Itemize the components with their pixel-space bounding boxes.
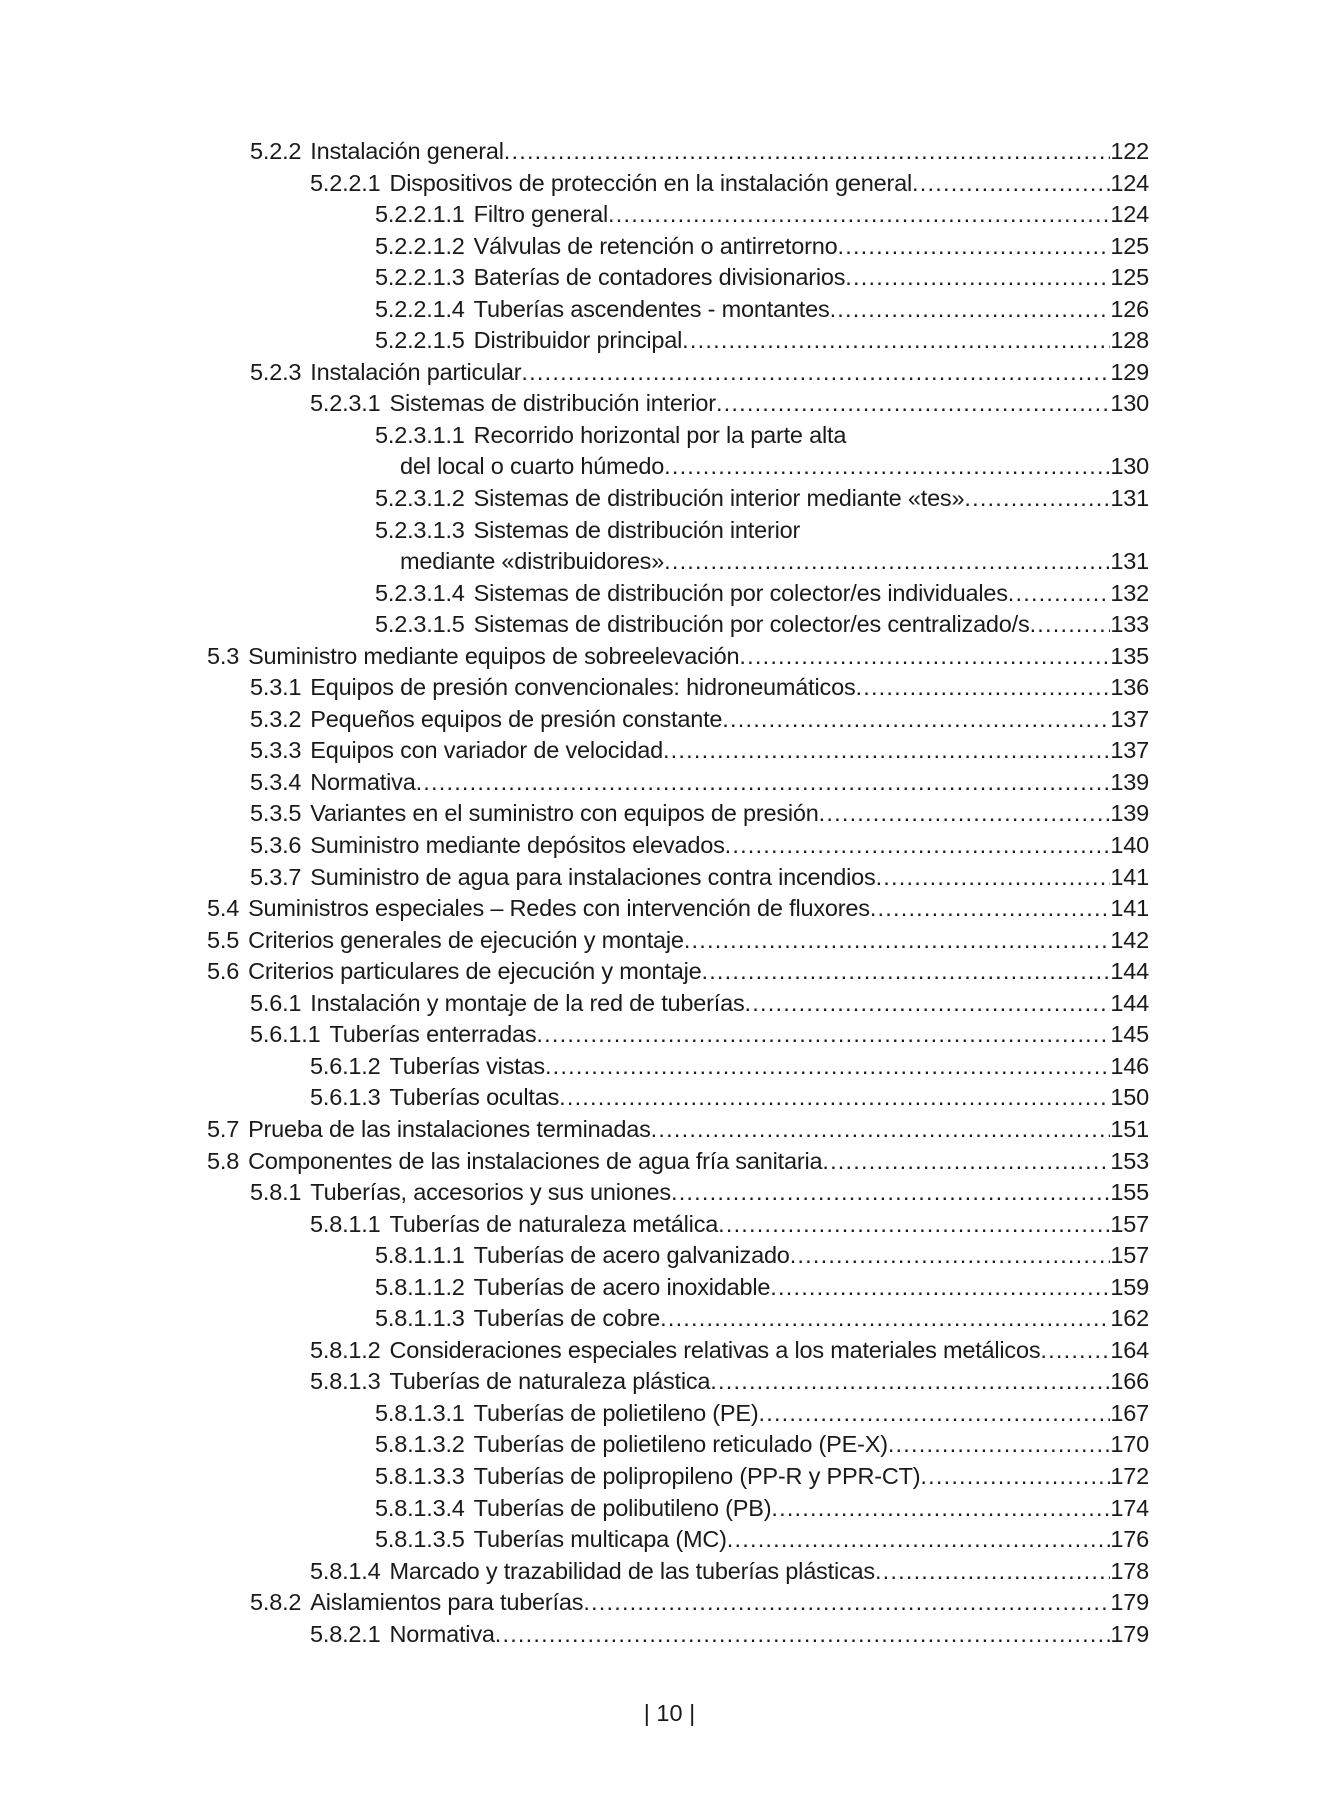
toc-dot-leader bbox=[718, 1209, 1110, 1241]
toc-entry bbox=[0, 735, 1339, 767]
toc-entry-title: Equipos con variador de velocidad bbox=[310, 737, 663, 764]
toc-entry bbox=[0, 862, 1339, 894]
toc-entry bbox=[0, 1335, 1339, 1367]
toc-entry-number: 5.2.3.1.2 bbox=[375, 485, 465, 512]
toc-entry-page: 141 bbox=[1110, 895, 1149, 922]
toc-dot-leader bbox=[727, 1524, 1111, 1556]
toc-entry bbox=[0, 1146, 1339, 1178]
toc-entry-row bbox=[375, 515, 1149, 547]
toc-entry-row bbox=[375, 1398, 1149, 1430]
toc-entry-title: Tuberías de naturaleza metálica bbox=[389, 1210, 719, 1237]
toc-entry-number: 5.2.2.1.1 bbox=[375, 201, 465, 228]
toc-entry-number: 5.8.2.1 bbox=[310, 1620, 381, 1647]
toc-entry-title: Tuberías de acero inoxidable bbox=[473, 1273, 771, 1300]
toc-entry-title: Equipos de presión convencionales: hidroneumáticos bbox=[310, 674, 856, 701]
toc-entry-title: Suministros especiales – Redes con intervención de fluxores bbox=[248, 895, 870, 922]
toc-entry-row bbox=[207, 956, 1149, 988]
toc-entry-page: 124 bbox=[1110, 169, 1149, 196]
toc-entry-title: Instalación particular bbox=[310, 358, 522, 385]
toc-entry-number: 5.8.1 bbox=[250, 1179, 302, 1206]
toc-dot-leader bbox=[710, 1366, 1110, 1398]
toc-entry-number: 5.8.1.1.2 bbox=[375, 1273, 465, 1300]
toc-entry-number: 5.6.1.1 bbox=[250, 1021, 321, 1048]
toc-dot-leader bbox=[875, 1556, 1110, 1588]
toc-entry-row bbox=[375, 294, 1149, 326]
toc-entry-row bbox=[250, 830, 1149, 862]
toc-entry-row bbox=[207, 1146, 1149, 1178]
toc-entry-title: Filtro general bbox=[473, 201, 609, 228]
toc-entry-page: 174 bbox=[1110, 1494, 1149, 1521]
toc-entry-number: 5.3.6 bbox=[250, 832, 302, 859]
toc-entry-title: Dispositivos de protección en la instalación general bbox=[389, 169, 913, 196]
toc-dot-leader bbox=[876, 862, 1111, 894]
toc-entry-number: 5.2.2 bbox=[250, 138, 302, 164]
toc-entry-page: 142 bbox=[1110, 926, 1149, 953]
toc-dot-leader bbox=[770, 1272, 1110, 1304]
toc-entry-number: 5.8.1.3.5 bbox=[375, 1526, 465, 1553]
toc-entry bbox=[0, 1051, 1339, 1083]
toc-entry-row bbox=[375, 1272, 1149, 1304]
toc-entry-title: Tuberías de acero galvanizado bbox=[473, 1242, 790, 1269]
toc-entry-title: Instalación y montaje de la red de tuberías bbox=[310, 989, 745, 1016]
toc-entry bbox=[0, 294, 1339, 326]
toc-entry bbox=[0, 199, 1339, 231]
toc-entry-page: 139 bbox=[1110, 800, 1149, 827]
toc-entry-page: 151 bbox=[1110, 1115, 1149, 1142]
toc-dot-leader bbox=[771, 1493, 1110, 1525]
toc-entry-number: 5.3.4 bbox=[250, 768, 302, 795]
toc-entry-page: 155 bbox=[1110, 1179, 1149, 1206]
toc-entry-row bbox=[250, 1019, 1149, 1051]
toc-entry-page: 144 bbox=[1110, 958, 1149, 985]
toc-dot-leader bbox=[559, 1082, 1110, 1114]
toc-entry-number: 5.8.2 bbox=[250, 1589, 302, 1616]
toc-entry-row bbox=[400, 546, 1149, 578]
toc-dot-leader bbox=[536, 1019, 1110, 1051]
toc-entry-row bbox=[375, 1429, 1149, 1461]
toc-entry-title: Tuberías ascendentes - montantes bbox=[473, 295, 830, 322]
toc-entry-row bbox=[250, 862, 1149, 894]
toc-entry-title: Tuberías de polibutileno (PB) bbox=[473, 1494, 772, 1521]
toc-dot-leader bbox=[830, 294, 1111, 326]
toc-entry-title: Suministro mediante depósitos elevados bbox=[310, 832, 725, 859]
toc-entry-page: 125 bbox=[1110, 232, 1149, 259]
toc-entry-number: 5.8.1.4 bbox=[310, 1557, 381, 1584]
toc-dot-leader bbox=[583, 1587, 1110, 1619]
toc-dot-leader bbox=[964, 483, 1110, 515]
toc-entry-title: Sistemas de distribución por colector/es centralizado/s bbox=[473, 611, 1030, 638]
toc-dot-leader bbox=[682, 325, 1110, 357]
toc-dot-leader bbox=[888, 1429, 1111, 1461]
toc-entry-number: 5.2.3 bbox=[250, 358, 302, 385]
toc-entry bbox=[0, 1524, 1339, 1556]
toc-entry bbox=[0, 1398, 1339, 1430]
toc-entry-row bbox=[310, 1619, 1149, 1651]
toc-entry-page: 141 bbox=[1110, 863, 1149, 890]
toc-entry-title: Tuberías de polietileno (PE) bbox=[473, 1399, 759, 1426]
toc-entry bbox=[0, 956, 1339, 988]
toc-entry-page: 157 bbox=[1110, 1242, 1149, 1269]
toc-entry-row bbox=[400, 451, 1149, 483]
toc-entry-page: 130 bbox=[1110, 453, 1149, 480]
toc-entry-title: Normativa bbox=[389, 1620, 495, 1647]
toc-dot-leader bbox=[870, 893, 1111, 925]
toc-entry-page: 157 bbox=[1110, 1210, 1149, 1237]
toc-entry-number: 5.8.1.3 bbox=[310, 1368, 381, 1395]
toc-entry-page: 176 bbox=[1110, 1526, 1149, 1553]
toc-entry-page: 179 bbox=[1110, 1589, 1149, 1616]
toc-entry-number: 5.8.1.1.3 bbox=[375, 1305, 465, 1332]
toc-entry-number: 5.2.3.1.4 bbox=[375, 579, 465, 606]
toc-dot-leader bbox=[1030, 609, 1111, 641]
toc-entry-row bbox=[310, 1366, 1149, 1398]
toc-entry-row bbox=[310, 1209, 1149, 1241]
toc-entry-number: 5.3.5 bbox=[250, 800, 302, 827]
toc-entry-page: 178 bbox=[1110, 1557, 1149, 1584]
toc-dot-leader bbox=[739, 641, 1110, 673]
toc-entry bbox=[0, 1587, 1339, 1619]
toc-entry-title: Instalación general bbox=[310, 138, 504, 164]
toc-dot-leader bbox=[837, 231, 1110, 263]
toc-entry-page: 166 bbox=[1110, 1368, 1149, 1395]
toc-entry-row bbox=[310, 1051, 1149, 1083]
toc-entry bbox=[0, 1429, 1339, 1461]
toc-entry-number: 5.8.1.3.3 bbox=[375, 1462, 465, 1489]
toc-entry bbox=[0, 767, 1339, 799]
toc-entry-row bbox=[375, 420, 1149, 452]
toc-entry-row bbox=[375, 1493, 1149, 1525]
toc-entry-number: 5.8.1.1.1 bbox=[375, 1242, 465, 1269]
toc-entry-number: 5.2.3.1.3 bbox=[375, 516, 465, 543]
toc-entry bbox=[0, 893, 1339, 925]
toc-entry-page: 125 bbox=[1110, 264, 1149, 291]
toc-dot-leader bbox=[725, 830, 1111, 862]
toc-dot-leader bbox=[671, 1177, 1110, 1209]
toc-entry bbox=[0, 704, 1339, 736]
toc-entry-row bbox=[250, 1177, 1149, 1209]
toc-entry-row bbox=[250, 988, 1149, 1020]
toc-entry-row bbox=[310, 388, 1149, 420]
toc-entry bbox=[0, 609, 1339, 641]
toc-entry-title: Marcado y trazabilidad de las tuberías plásticas bbox=[389, 1557, 875, 1584]
toc-entry-row bbox=[310, 1082, 1149, 1114]
toc-entry bbox=[0, 451, 1339, 483]
toc-entry-page: 131 bbox=[1110, 485, 1149, 512]
toc-entry-title: Componentes de las instalaciones de agua fría sanitaria bbox=[248, 1147, 823, 1174]
toc-entry-row bbox=[207, 1114, 1149, 1146]
toc-entry-page: 133 bbox=[1110, 611, 1149, 638]
toc-dot-leader bbox=[495, 1619, 1111, 1651]
toc-dot-leader bbox=[504, 136, 1111, 168]
toc-dot-leader bbox=[1040, 1335, 1110, 1367]
toc-entry-page: 137 bbox=[1110, 705, 1149, 732]
toc-dot-leader bbox=[845, 262, 1110, 294]
toc-dot-leader bbox=[920, 1461, 1110, 1493]
toc-entry-row bbox=[250, 672, 1149, 704]
toc-entry-number: 5.6.1.3 bbox=[310, 1084, 381, 1111]
toc-entry bbox=[0, 1366, 1339, 1398]
toc-entry-title: Tuberías ocultas bbox=[389, 1084, 560, 1111]
toc-entry-number: 5.6.1.2 bbox=[310, 1052, 381, 1079]
toc-entry bbox=[0, 1082, 1339, 1114]
toc-dot-leader bbox=[759, 1398, 1111, 1430]
toc-entry-title: Recorrido horizontal por la parte alta bbox=[473, 421, 847, 448]
toc-entry bbox=[0, 136, 1339, 168]
toc-dot-leader bbox=[651, 1114, 1111, 1146]
toc-entry-number: 5.2.2.1.5 bbox=[375, 327, 465, 354]
toc-entry-row bbox=[375, 325, 1149, 357]
toc-entry-title: Suministro de agua para instalaciones contra incendios bbox=[310, 863, 876, 890]
toc-entry-number: 5.8 bbox=[207, 1147, 240, 1174]
toc-entry-number: 5.8.1.3.2 bbox=[375, 1431, 465, 1458]
toc-entry-number: 5.3 bbox=[207, 642, 240, 669]
toc-entry bbox=[0, 1619, 1339, 1651]
toc-entry bbox=[0, 1556, 1339, 1588]
toc-dot-leader bbox=[722, 704, 1110, 736]
toc-entry bbox=[0, 1019, 1339, 1051]
toc-dot-leader bbox=[1008, 578, 1111, 610]
toc-entry-title: Tuberías de cobre bbox=[473, 1305, 661, 1332]
toc-entry bbox=[0, 830, 1339, 862]
toc-entry-title: Válvulas de retención o antirretorno bbox=[473, 232, 838, 259]
toc-entry-page: 172 bbox=[1110, 1462, 1149, 1489]
toc-entry-row bbox=[310, 1556, 1149, 1588]
toc-entry bbox=[0, 1240, 1339, 1272]
toc-entry-number: 5.4 bbox=[207, 895, 240, 922]
toc-entry-number: 5.6 bbox=[207, 958, 240, 985]
toc-entry bbox=[0, 672, 1339, 704]
toc-entry bbox=[0, 1272, 1339, 1304]
toc-entry-title: Tuberías enterradas bbox=[329, 1021, 537, 1048]
toc-entry-row bbox=[375, 578, 1149, 610]
toc-entry-row bbox=[375, 1240, 1149, 1272]
toc-entry-number: 5.3.1 bbox=[250, 674, 302, 701]
toc-entry bbox=[0, 483, 1339, 515]
toc-entry-page: 150 bbox=[1110, 1084, 1149, 1111]
toc-entry-title: Consideraciones especiales relativas a los materiales metálicos bbox=[389, 1336, 1041, 1363]
toc-entry-row bbox=[250, 767, 1149, 799]
toc-entry bbox=[0, 325, 1339, 357]
toc-entry-page: 145 bbox=[1110, 1021, 1149, 1048]
toc-entry-page: 132 bbox=[1110, 579, 1149, 606]
toc-entry bbox=[0, 388, 1339, 420]
toc-dot-leader bbox=[521, 357, 1110, 389]
toc-entry-number: 5.6.1 bbox=[250, 989, 302, 1016]
toc-entry-number: 5.5 bbox=[207, 926, 240, 953]
toc-entry-row bbox=[310, 168, 1149, 200]
toc-entry bbox=[0, 357, 1339, 389]
toc-entry-title: Normativa bbox=[310, 768, 416, 795]
toc-entry bbox=[0, 578, 1339, 610]
page-number: | 10 | bbox=[643, 1700, 696, 1726]
toc-entry-page: 136 bbox=[1110, 674, 1149, 701]
toc-entry-title: Sistemas de distribución por colector/es individuales bbox=[473, 579, 1008, 606]
toc-entry-title: Baterías de contadores divisionarios bbox=[473, 264, 846, 291]
toc-entry-number: 5.8.1.3.4 bbox=[375, 1494, 465, 1521]
toc-entry-row bbox=[207, 641, 1149, 673]
toc-entry bbox=[0, 1303, 1339, 1335]
toc-entry bbox=[0, 1114, 1339, 1146]
toc-entry-page: 167 bbox=[1110, 1399, 1149, 1426]
toc-entry-page: 159 bbox=[1110, 1273, 1149, 1300]
toc-entry-title: Variantes en el suministro con equipos de presión bbox=[310, 800, 819, 827]
toc-entry-page: 130 bbox=[1110, 390, 1149, 417]
toc-entry-number: 5.2.2.1.2 bbox=[375, 232, 465, 259]
toc-entry-row bbox=[250, 136, 1149, 168]
toc-entry-page: 146 bbox=[1110, 1052, 1149, 1079]
toc-entry bbox=[0, 1177, 1339, 1209]
toc-entry-row bbox=[207, 925, 1149, 957]
toc-entry-number: 5.2.3.1.1 bbox=[375, 421, 465, 448]
toc-entry bbox=[0, 168, 1339, 200]
toc-entry-title: Tuberías de polipropileno (PP-R y PPR-CT) bbox=[473, 1462, 921, 1489]
toc-dot-leader bbox=[856, 672, 1111, 704]
toc-dot-leader bbox=[819, 798, 1111, 830]
toc-dot-leader bbox=[663, 735, 1110, 767]
toc-entry-number: 5.2.2.1 bbox=[310, 169, 381, 196]
toc-dot-leader bbox=[701, 956, 1110, 988]
toc-entry bbox=[0, 641, 1339, 673]
toc-entry-page: 162 bbox=[1110, 1305, 1149, 1332]
toc-entry-row bbox=[250, 704, 1149, 736]
toc-entry-number: 5.7 bbox=[207, 1115, 240, 1142]
toc-entry-title: Sistemas de distribución interior bbox=[389, 390, 716, 417]
toc-entry-title: Tuberías vistas bbox=[389, 1052, 545, 1079]
toc-entry-page: 135 bbox=[1110, 642, 1149, 669]
toc-entry-number: 5.2.3.1.5 bbox=[375, 611, 465, 638]
toc-dot-leader bbox=[416, 767, 1111, 799]
toc-entry bbox=[0, 925, 1339, 957]
toc-entry-row bbox=[310, 1335, 1149, 1367]
toc-entry-number: 5.3.2 bbox=[250, 705, 302, 732]
toc-entry-page: 144 bbox=[1110, 989, 1149, 1016]
toc-entry-page: 128 bbox=[1110, 327, 1149, 354]
toc-entry bbox=[0, 988, 1339, 1020]
toc-dot-leader bbox=[790, 1240, 1111, 1272]
toc-dot-leader bbox=[664, 546, 1110, 578]
toc-entry bbox=[0, 262, 1339, 294]
toc-dot-leader bbox=[822, 1146, 1110, 1178]
toc-entry-page: 137 bbox=[1110, 737, 1149, 764]
toc-entry-row bbox=[250, 1587, 1149, 1619]
toc-entry-number: 5.8.1.2 bbox=[310, 1336, 381, 1363]
toc-entry bbox=[0, 1461, 1339, 1493]
toc-entry-number: 5.3.7 bbox=[250, 863, 302, 890]
toc-entry-page: 140 bbox=[1110, 832, 1149, 859]
toc-entry-title: Tuberías de polietileno reticulado (PE-X) bbox=[473, 1431, 888, 1458]
toc-entry-title: Distribuidor principal bbox=[473, 327, 683, 354]
toc-entry-row bbox=[375, 1303, 1149, 1335]
toc-entry-number: 5.2.3.1 bbox=[310, 390, 381, 417]
toc-entry bbox=[0, 231, 1339, 263]
toc-entry bbox=[0, 1209, 1339, 1241]
toc-entry-page: 131 bbox=[1110, 548, 1149, 575]
toc-entry-page: 129 bbox=[1110, 358, 1149, 385]
toc-entry-page: 124 bbox=[1110, 201, 1149, 228]
toc-dot-leader bbox=[745, 988, 1111, 1020]
toc-entry-page: 170 bbox=[1110, 1431, 1149, 1458]
toc-dot-leader bbox=[545, 1051, 1110, 1083]
toc-dot-leader bbox=[660, 1303, 1110, 1335]
toc-entry-row bbox=[250, 735, 1149, 767]
toc-entry-row bbox=[375, 1461, 1149, 1493]
toc-entry-title: Tuberías multicapa (MC) bbox=[473, 1526, 727, 1553]
toc-entry-number: 5.3.3 bbox=[250, 737, 302, 764]
toc-entry bbox=[0, 1493, 1339, 1525]
toc-dot-leader bbox=[608, 199, 1110, 231]
toc-entry-number: 5.2.2.1.4 bbox=[375, 295, 465, 322]
toc-entry-title: Criterios particulares de ejecución y montaje bbox=[248, 958, 702, 985]
toc-entry bbox=[0, 798, 1339, 830]
toc-entry-row bbox=[375, 1524, 1149, 1556]
toc-entry-title: mediante «distribuidores» bbox=[400, 548, 665, 575]
toc-entry bbox=[0, 515, 1339, 547]
toc-entry-title: del local o cuarto húmedo bbox=[400, 453, 665, 480]
toc-entry-row bbox=[250, 798, 1149, 830]
toc-entry-title: Prueba de las instalaciones terminadas bbox=[248, 1115, 651, 1142]
toc-entry-title: Criterios generales de ejecución y montaje bbox=[248, 926, 684, 953]
toc-entry bbox=[0, 546, 1339, 578]
toc-entry-page: 179 bbox=[1110, 1620, 1149, 1647]
toc-entry-title: Sistemas de distribución interior mediante «tes» bbox=[473, 485, 965, 512]
toc-entry-title: Suministro mediante equipos de sobreelevación bbox=[248, 642, 740, 669]
toc-dot-leader bbox=[716, 388, 1110, 420]
toc-dot-leader bbox=[912, 168, 1110, 200]
toc-entry-row bbox=[375, 199, 1149, 231]
toc-entry-title: Pequeños equipos de presión constante bbox=[310, 705, 723, 732]
toc-entry-number: 5.2.2.1.3 bbox=[375, 264, 465, 291]
toc-entry-number: 5.8.1.3.1 bbox=[375, 1399, 465, 1426]
toc-dot-leader bbox=[684, 925, 1111, 957]
toc-entry-title: Tuberías de naturaleza plástica bbox=[389, 1368, 711, 1395]
toc-entry-page: 122 bbox=[1110, 138, 1149, 164]
toc-entry-row bbox=[250, 357, 1149, 389]
toc-entry-title: Aislamientos para tuberías bbox=[310, 1589, 584, 1616]
toc-entry-row bbox=[375, 262, 1149, 294]
toc-entry-page: 139 bbox=[1110, 768, 1149, 795]
toc-entry-page: 153 bbox=[1110, 1147, 1149, 1174]
toc-entry-title: Sistemas de distribución interior bbox=[473, 516, 801, 543]
toc-entry-row bbox=[375, 483, 1149, 515]
toc-entry-page: 126 bbox=[1110, 295, 1149, 322]
toc-entry-row bbox=[375, 231, 1149, 263]
table-of-contents bbox=[0, 136, 1339, 1650]
toc-dot-leader bbox=[664, 451, 1110, 483]
toc-entry-page: 164 bbox=[1110, 1336, 1149, 1363]
toc-entry-row bbox=[207, 893, 1149, 925]
toc-entry-row bbox=[375, 609, 1149, 641]
toc-entry bbox=[0, 420, 1339, 452]
toc-entry-title: Tuberías, accesorios y sus uniones bbox=[310, 1179, 671, 1206]
toc-entry-number: 5.8.1.1 bbox=[310, 1210, 381, 1237]
